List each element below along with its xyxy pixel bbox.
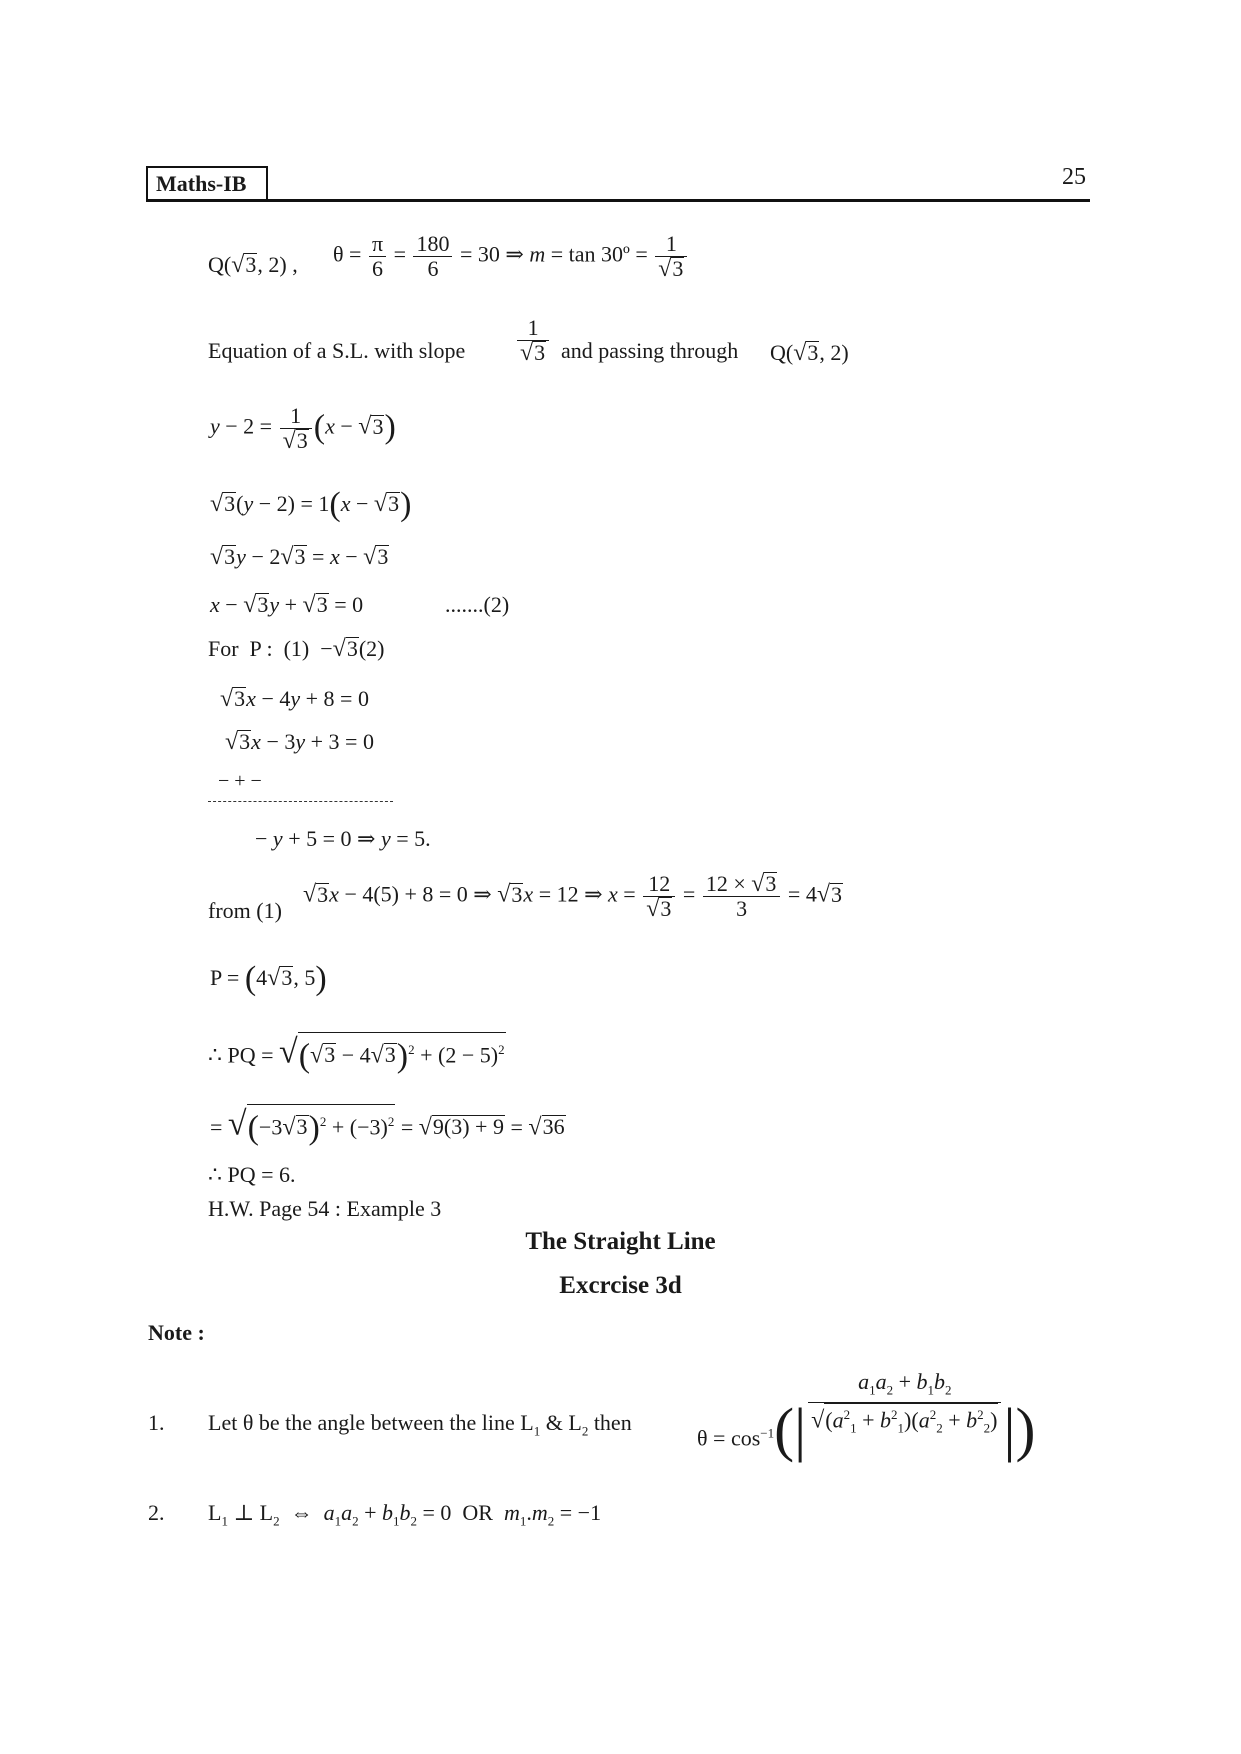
pq-result: ∴ PQ = 6.	[208, 1162, 296, 1187]
note-item-2-text: $L_1$ ⊥ $L_2$ ⇔ $a_1a_2 + b_1b_2 = 0$ OR $m_1.m_2 = -1$	[208, 1500, 602, 1529]
equation-intro-a: Equation of a S.L. with slope	[208, 338, 466, 363]
step-point-slope: y − 2 = $\frac{1}{√3}$ (x − √3)	[210, 403, 396, 454]
elimination-divider	[208, 801, 393, 802]
pq-distance-formula: ∴ PQ = $√(√3 - 4√3)^2 + (2 - 5)^2$	[208, 1033, 505, 1075]
elimination-signs: − + −	[218, 770, 262, 792]
elimination-eq1: √3x − 4y + 8 = 0	[220, 686, 369, 712]
step-multiply: √3(y − 2) = 1(x − √3)	[210, 486, 412, 523]
theta-equation: θ = $\frac{\pi}{6}$ = $\frac{180}{6}$ = 30 ⇒ m = tan 30º = $\frac{1}{√3}$	[333, 232, 689, 281]
p-point: P = (4√3, 5)	[210, 960, 327, 997]
q-point: Q(√3, 2) ,	[208, 252, 298, 278]
note-item-1-text: Let θ be the angle between the line $L_1$ & $L_2$ then	[208, 1410, 632, 1439]
pq-simplify: = $√(-3√3)^2 + (-3)^2 = √9(3) + 9 = √36$	[210, 1105, 565, 1147]
for-p-label: For P : (1) −√3(2)	[208, 636, 385, 662]
equation-intro-b: and passing through	[561, 338, 739, 363]
slope-fraction: $\frac{1}{√3}$	[515, 316, 551, 365]
equation-tag-2: .......(2)	[445, 592, 510, 617]
elimination-result: − y + 5 = 0 ⇒ y = 5.	[255, 826, 431, 851]
step-expand: √3y − 2√3 = x − √3	[210, 544, 389, 570]
note-label: Note :	[148, 1320, 205, 1345]
section-title: The Straight Line	[525, 1228, 716, 1255]
from-one-label: from (1)	[208, 898, 282, 923]
x-solution: √3x − 4(5) + 8 = 0 ⇒ √3x = 12 ⇒ x = $\frac{12}{√3}$ = $\frac{12 \times √3}{3}$ = 4√3	[303, 871, 842, 922]
equation-intro-point: Q(√3, 2)	[770, 340, 849, 366]
note-item-2-number: 2.	[148, 1500, 165, 1525]
note-item-1-formula: $\theta = \cos^{-1}(|$ $\frac{a_1a_2 + b_1b_2}{√(a^2_1 + b^2_1)(a^2_2 + b^2_2)}$ |)	[697, 1369, 1036, 1463]
page-number: 25	[1062, 164, 1086, 190]
header-book-label: Maths-IB	[146, 166, 268, 201]
note-item-1-number: 1.	[148, 1410, 165, 1435]
elimination-eq2: √3x − 3y + 3 = 0	[225, 729, 374, 755]
homework-note: H.W. Page 54 : Example 3	[208, 1196, 442, 1221]
step-line-equation: x − √3y + √3 = 0	[210, 592, 364, 618]
header-rule	[146, 199, 1090, 202]
section-subtitle: Excrcise 3d	[559, 1272, 682, 1299]
